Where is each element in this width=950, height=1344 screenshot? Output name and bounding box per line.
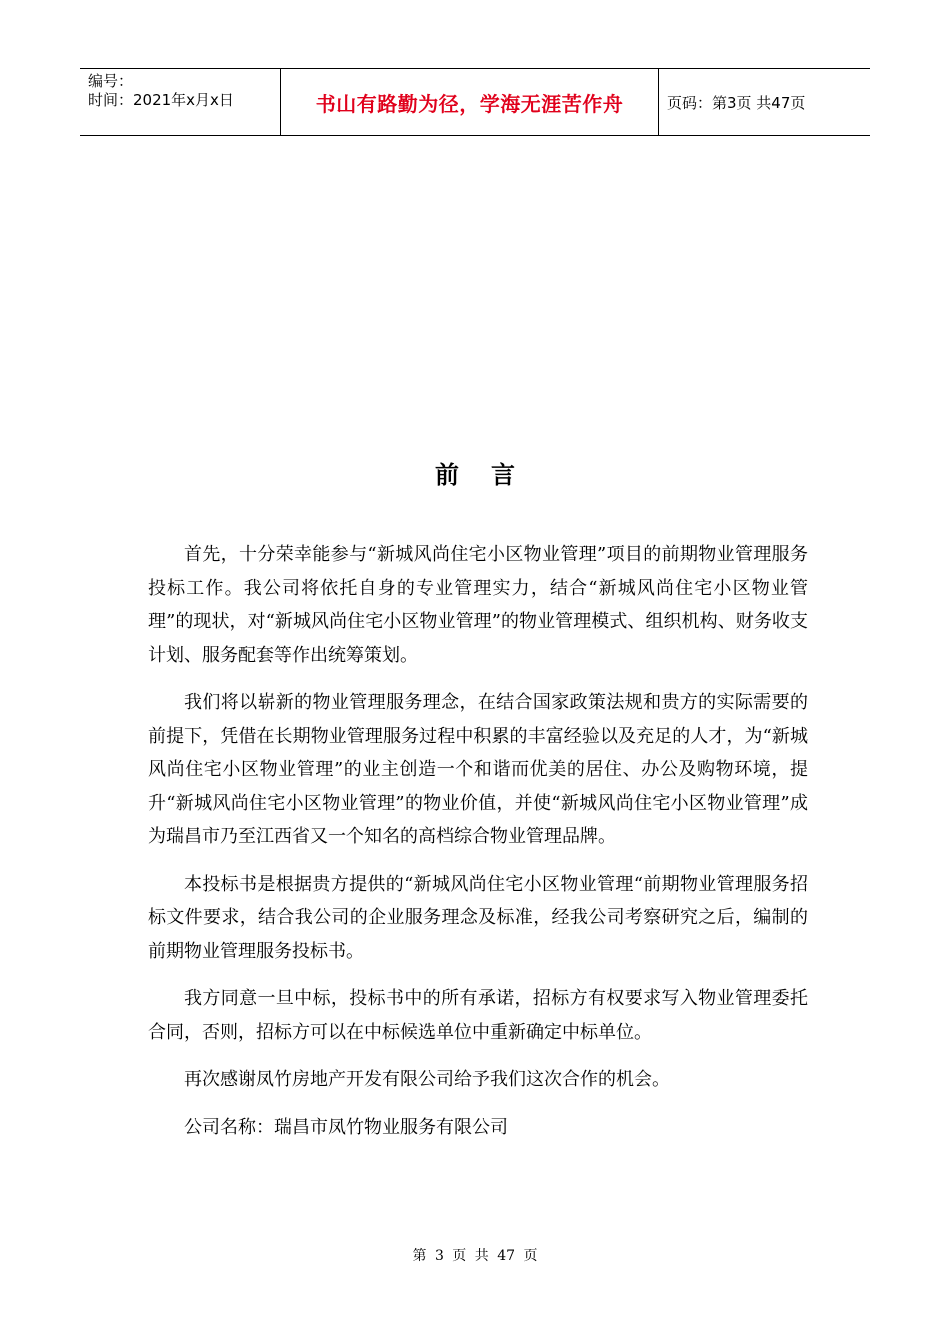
paragraph: 本投标书是根据贵方提供的“新城风尚住宅小区物业管理“前期物业管理服务招标文件要求，结合我公司的企业服务理念及标准，经我公司考察研究之后，编制的前期物业管理服务投标书。 [148, 873, 808, 962]
header-motto: 书山有路勤为径，学海无涯苦作舟 [281, 69, 659, 135]
paragraph: 我们将以崭新的物业管理服务理念，在结合国家政策法规和贵方的实际需要的前提下，凭借在长期物业管理服务过程中积累的丰富经验以及充足的人才，为“新城风尚住宅小区物业管理”的业主创造一个和谐而优美的居住、办公及购物环境，提升“新城风尚住宅小区物业管理”的物业价值，并使“新城风尚住宅小区物业管理”成为瑞昌市乃至江西省又一个知名的高档综合物业管理品牌。 [148, 692, 808, 847]
page-footer: 第 3 页 共 47 页 [412, 1248, 538, 1264]
paragraph: 首先，十分荣幸能参与“新城风尚住宅小区物业管理”项目的前期物业管理服务投标工作。我公司将依托自身的专业管理实力，结合“新城风尚住宅小区物业管理”的现状，对“新城风尚住宅小区物业管理”的物业管理模式、组织机构、财务收支计划、服务配套等作出统筹策划。 [148, 544, 808, 666]
document-time-label: 时间：2021年x月x日 [88, 91, 234, 109]
company-name-line: 公司名称：瑞昌市凤竹物业服务有限公司 [184, 1116, 508, 1138]
document-number-label: 编号： [88, 72, 134, 90]
header-page-info: 页码：第3页 共47页 [667, 93, 806, 112]
header-meta-cell [80, 69, 281, 135]
paragraph: 再次感谢凤竹房地产开发有限公司给予我们这次合作的机会。 [184, 1069, 670, 1090]
document-title: 前言 [435, 460, 547, 489]
paragraph: 我方同意一旦中标，投标书中的所有承诺，招标方有权要求写入物业管理委托合同，否则，招标方可以在中标候选单位中重新确定中标单位。 [148, 988, 808, 1043]
document-body [148, 538, 808, 1158]
page-header [80, 68, 870, 136]
